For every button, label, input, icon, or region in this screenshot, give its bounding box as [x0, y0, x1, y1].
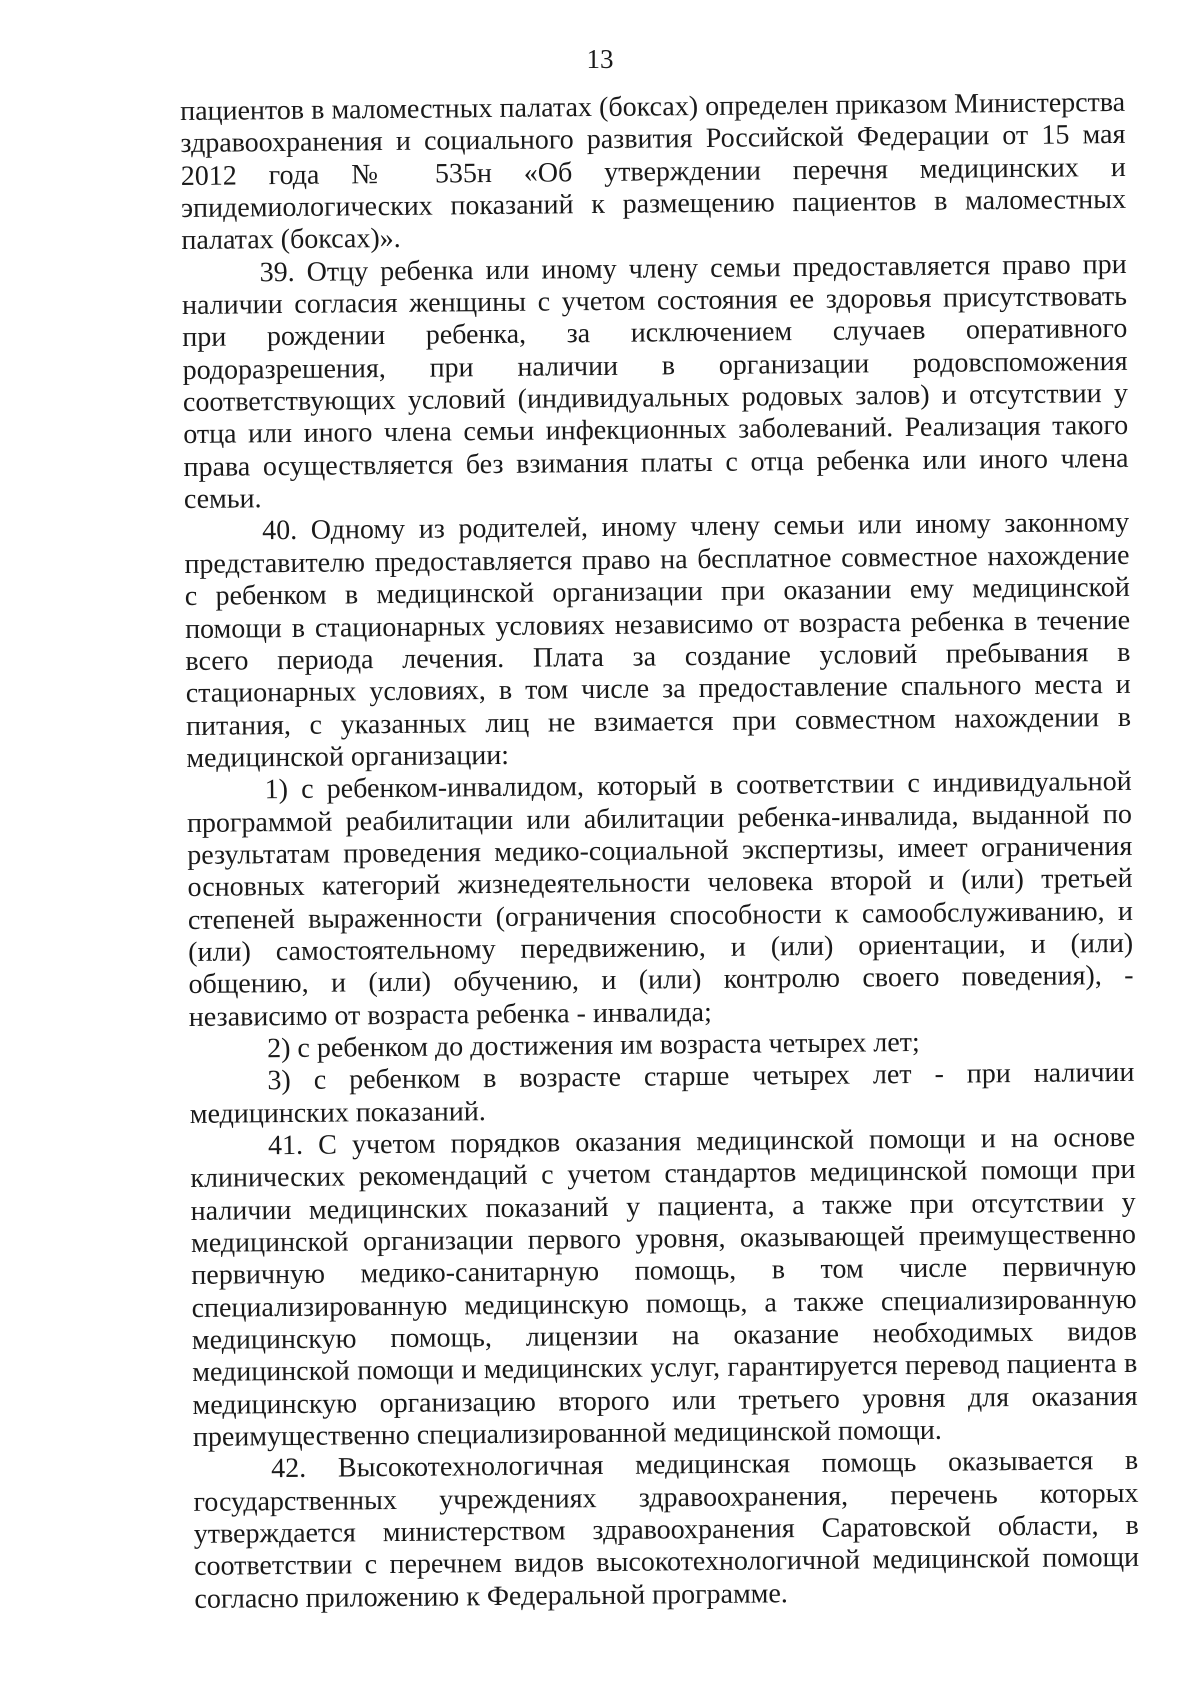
paragraph-continuation: пациентов в маломестных палатах (боксах) определен приказом Министерства здравоохранения и социального развития Российской Федерации от 15 мая 2012 года № 535н «Об утверждении перечня медицинских и эпидемиологических показаний к размещению пациентов в маломестных палатах (боксах)».	[180, 86, 1127, 257]
paragraph-40: 40. Одному из родителей, иному члену семьи или иному законному представителю предоставляется право на бесплатное совместное нахождение с ребенком в медицинской организации при оказании ему медицинской помощи в стационарных условиях независимо от возраста ребенка в течение всего периода лечения. Плата за создание условий пребывания в стационарных условиях, в том числе за предоставление спального места и питания, с указанных лиц не взимается при совместном нахождении в медицинской организации:	[184, 507, 1132, 774]
paragraph-40-item-2: 2) с ребенком до достижения им возраста четырех лет;	[267, 1026, 920, 1065]
document-body	[180, 87, 1140, 1616]
paragraph-42: 42. Высокотехнологичная медицинская помощь оказывается в государственных учреждениях здравоохранения, перечень которых утверждается министерством здравоохранения Саратовской области, в соответствии с перечнем видов высокотехнологичной медицинской помощи согласно приложению к Федеральной программе.	[193, 1445, 1140, 1615]
page-number: 13	[586, 44, 614, 74]
paragraph-39: 39. Отцу ребенка или иному члену семьи предоставляется право при наличии согласия женщины с учетом состояния ее здоровья присутствовать при рождении ребенка, за исключением случаев оперативного родоразрешения, при наличии в организации родовспоможения соответствующих условий (индивидуальных родовых залов) и отсутствии у отца или иного члена семьи инфекционных заболеваний. Реализация такого права осуществляется без взимания платы с отца ребенка или иного члена семьи.	[181, 248, 1129, 516]
paragraph-41: 41. С учетом порядков оказания медицинской помощи и на основе клинических рекомендаций с учетом стандартов медицинской помощи при наличии медицинских показаний у пациента, а также при отсутствии у медицинской организации первого уровня, оказывающей преимущественно первичную медико-санитарную помощь, в том числе первичную специализированную медицинскую помощь, а также специализированную медицинскую помощь, лицензии на оказание необходимых видов медицинской помощи и медицинских услуг, гарантируется перевод пациента в медицинскую организацию второго или третьего уровня для оказания преимущественно специализированной медицинской помощи.	[190, 1121, 1138, 1454]
paragraph-40-item-1: 1) с ребенком-инвалидом, который в соответствии с индивидуальной программой реабилитации или абилитации ребенка-инвалида, выданной по результатам проведения медико-социальной экспертизы, имеет ограничения основных категорий жизнедеятельности человека второй и (или) третьей степеней выраженности (ограничения способности к самообслуживанию, и (или) самостоятельному передвижению, и (или) ориентации, и (или) общению, и (или) обучению, и (или) контролю своего поведения), - независимо от возраста ребенка - инвалида;	[186, 766, 1134, 1033]
paragraph-40-item-3: 3) с ребенком в возрасте старше четырех лет - при наличии медицинских показаний.	[189, 1057, 1135, 1130]
